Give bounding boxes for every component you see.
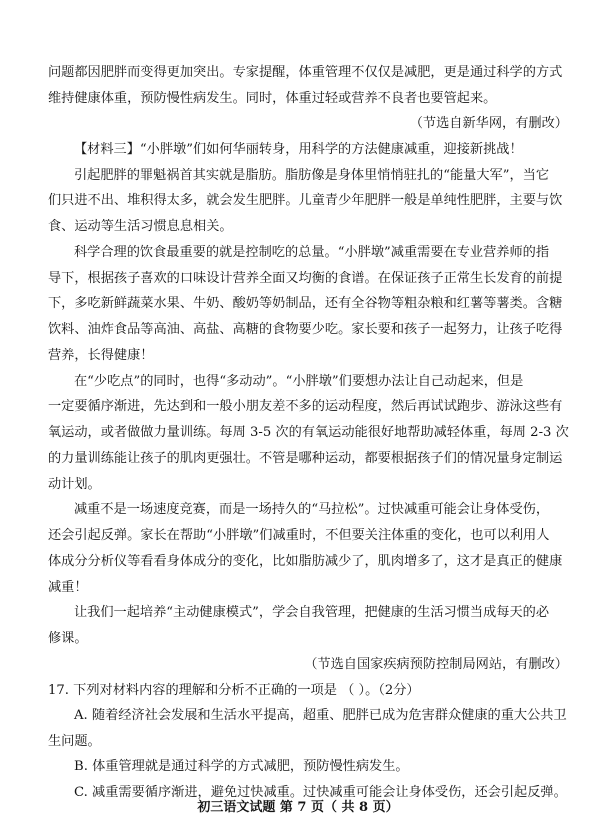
text-line: 的力量训练能让孩子的肌肉更强壮。不管是哪种运动，都要根据孩子们的情况量身定制运 [48,451,563,466]
text-line: 体成分分析仪等看看身体成分的变化，比如脂肪减少了，肌肉增多了，这才是真正的健康 [48,554,563,569]
text-line: 减重！ [48,580,88,595]
text-line: 食、运动等生活习惯息息相关。 [48,219,233,234]
text-line: 引起肥胖的罪魁祸首其实就是脂肪。脂肪像是身体里悄悄驻扎的“能量大军”，当它 [74,168,550,183]
text-line: 动计划。 [48,477,101,492]
text-line: 还会引起反弹。家长在帮助“小胖墩”们减重时，不但要关注体重的变化，也可以利用人 [48,528,550,543]
option-a: A. 随着经济社会发展和生活水平提高，超重、肥胖已成为危害群众健康的重大公共卫 [74,708,567,723]
text-line: 饮料、油炸食品等高油、高盐、高糖的食物要少吃。家长要和孩子一起努力，让孩子吃得 [48,322,563,337]
text-line: 维持健康体重，预防慢性病发生。同时，体重过轻或营养不良者也要管起来。 [48,91,497,106]
source-note: （节选自国家疾病预防控制局网站，有删改） [304,657,568,672]
option-c: C. 减重需要循序渐进，避免过快减重。过快减重可能会让身体受伤，还会引起反弹。 [74,785,567,800]
source-note: （节选自新华网，有删改） [409,116,568,131]
text-line: 让我们一起培养“主动健康模式”，学会自我管理，把健康的生活习惯当成每天的必 [74,605,550,620]
material-three-heading: 【材料三】“小胖墩”们如何华丽转身，用科学的方法健康减重，迎接新挑战！ [74,142,523,157]
text-line: 修课。 [48,631,88,646]
text-line: 科学合理的饮食最重要的就是控制吃的总量。“小胖墩”减重需要在专业营养师的指 [74,245,550,260]
option-b: B. 体重管理就是通过科学的方式减肥，预防慢性病发生。 [74,759,409,774]
text-line: 氧运动，或者做做力量训练。每周 3-5 次的有氧运动能很好地帮助减轻体重，每周 2-3 次 [48,425,569,440]
option-a-continued: 生问题。 [48,734,101,749]
text-line: 导下，根据孩子喜欢的口味设计营养全面又均衡的食谱。在保证孩子正常生长发育的前提 [48,271,563,286]
question-17: 17. 下列对材料内容的理解和分析不正确的一项是 （ ）。（2分） [48,683,420,698]
text-line: 在“少吃点”的同时，也得“多动动”。“小胖墩”们要想办法让自己动起来，但是 [74,374,524,389]
text-line: 问题都因肥胖而变得更加突出。专家提醒，体重管理不仅仅是减肥，更是通过科学的方式 [48,65,563,80]
text-line: 营养，长得健康！ [48,348,154,363]
text-line: 一定要循序渐进，先达到和一般小朋友差不多的运动程度，然后再试试跑步、游泳这些有 [48,399,563,414]
text-line: 们只进不出、堆积得太多，就会发生肥胖。儿童青少年肥胖一般是单纯性肥胖，主要与饮 [48,193,563,208]
page-footer: 初三语文试题 第 7 页（ 共 8 页） [197,800,399,815]
text-line: 减重不是一场速度竞赛，而是一场持久的“马拉松”。过快减重可能会让身体受伤， [74,502,550,517]
text-line: 下，多吃新鲜蔬菜水果、牛奶、酸奶等奶制品，还有全谷物等粗杂粮和红薯等薯类。含糖 [48,296,563,311]
